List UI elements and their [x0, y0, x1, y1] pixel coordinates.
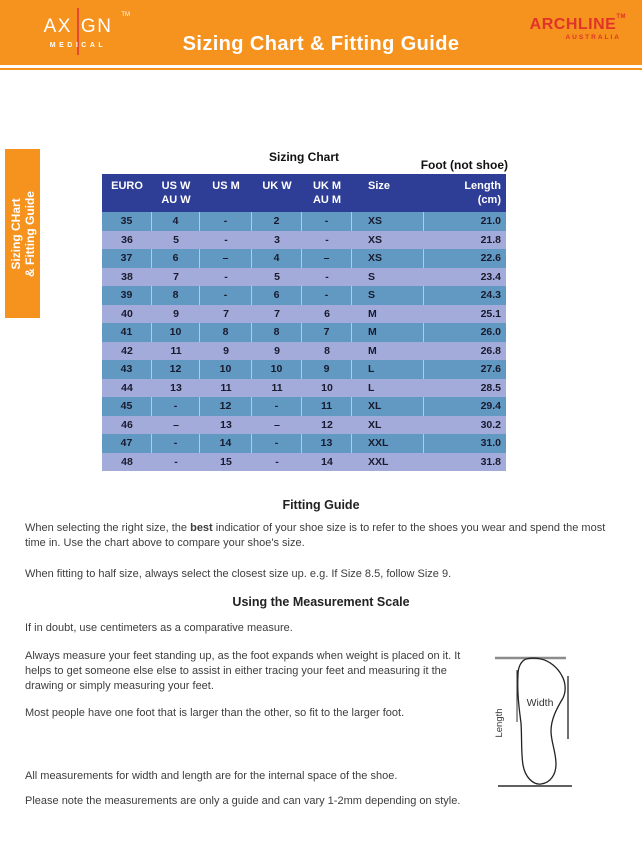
table-cell-uk-m: – — [302, 249, 352, 268]
table-cell-us-w: 5 — [173, 233, 179, 246]
column-header-size: Size — [368, 180, 391, 192]
foot-outline — [518, 658, 565, 784]
archline-wordmark — [530, 16, 626, 34]
table-cell-us-m: 12 — [200, 397, 252, 416]
table-cell-size: XXL — [368, 455, 389, 468]
table-cell-length: 26.0 — [480, 326, 501, 338]
axign-wordmark-right: GN — [80, 16, 113, 37]
table-cell-length: 21.8 — [480, 233, 501, 246]
table-cell-uk-w: 8 — [252, 323, 302, 342]
fitting-guide-heading: Fitting Guide — [282, 498, 360, 513]
table-cell-us-w: - — [174, 455, 178, 468]
table-header-row — [102, 174, 506, 212]
table-body — [102, 212, 506, 471]
table-cell-size: L — [368, 381, 375, 394]
side-tab-line2: & Fitting Guide — [22, 190, 37, 277]
table-cell-uk-w: - — [275, 455, 279, 468]
table-cell-us-w: 11 — [170, 344, 182, 357]
table-cell-size: XS — [352, 212, 424, 231]
table-cell-length: 26.8 — [480, 344, 501, 357]
table-cell-uk-m: 12 — [321, 418, 333, 431]
table-row — [102, 231, 506, 250]
measurement-paragraph-5: Please note the measurements are only a guide and can vary 1-2mm depending on style. — [25, 795, 461, 807]
table-cell-euro: 43 — [102, 360, 152, 379]
table-row — [102, 323, 506, 342]
fitting-paragraph-2: When fitting to half size, always select the closest size up. e.g. If Size 8.5, follow Size 9. — [25, 568, 452, 580]
table-cell-size: L — [352, 360, 424, 379]
measurement-paragraph-3: Most people have one foot that is larger than the other, so fit to the larger foot. — [25, 707, 405, 719]
fitting-paragraph-1-before: When selecting the right size, the — [25, 522, 191, 534]
column-header-uk-m: UK M AU M — [312, 180, 342, 206]
table-cell-us-w: - — [152, 434, 200, 453]
axign-trademark: TM — [121, 12, 130, 18]
table-cell-us-m: 7 — [223, 307, 229, 320]
axign-subtitle: MEDICAL — [49, 42, 107, 49]
table-cell-euro: 45 — [102, 397, 152, 416]
table-cell-us-m: – — [200, 249, 252, 268]
table-cell-length: 24.3 — [480, 289, 501, 301]
table-row — [102, 342, 506, 361]
table-cell-size: XXL — [352, 434, 424, 453]
table-cell-us-m: - — [224, 270, 228, 283]
table-cell-us-m: 15 — [220, 455, 232, 468]
measurement-paragraph-4: All measurements for width and length are for the internal space of the shoe. — [25, 770, 398, 782]
column-header-length: Length (cm) — [464, 180, 501, 206]
table-cell-size: XL — [368, 418, 382, 431]
table-cell-us-w: 6 — [152, 249, 200, 268]
table-row — [102, 397, 506, 416]
table-cell-uk-m: - — [302, 212, 352, 231]
table-cell-euro: 36 — [121, 233, 133, 246]
table-row — [102, 360, 506, 379]
table-cell-length: 31.8 — [480, 455, 501, 468]
table-cell-length: 28.5 — [480, 381, 501, 394]
table-row — [102, 453, 506, 472]
table-cell-length: 25.1 — [480, 307, 501, 320]
foot-not-shoe-note: Foot (not shoe) — [420, 158, 508, 172]
column-header-uk-w: UK W — [262, 180, 292, 192]
table-cell-uk-w: - — [252, 397, 302, 416]
archline-logo — [530, 16, 626, 41]
side-tab-line1: Sizing CHart — [8, 197, 23, 270]
table-cell-length: 31.0 — [480, 437, 501, 449]
column-header-euro: EURO — [111, 180, 143, 192]
table-cell-uk-m: - — [325, 233, 329, 246]
table-cell-uk-w: 4 — [252, 249, 302, 268]
table-cell-uk-w: 3 — [274, 233, 280, 246]
table-cell-uk-w: 9 — [274, 344, 280, 357]
table-cell-length: 27.6 — [480, 363, 501, 375]
table-cell-uk-w: - — [252, 434, 302, 453]
fitting-paragraph-1-bold: best — [190, 522, 213, 534]
archline-wordmark-text: ARCHLINE — [529, 16, 617, 33]
table-cell-length: 29.4 — [480, 400, 501, 412]
table-cell-size: M — [368, 344, 377, 357]
side-tab — [5, 149, 40, 318]
table-cell-us-m: - — [200, 212, 252, 231]
table-cell-uk-m: 13 — [302, 434, 352, 453]
table-cell-uk-m: 8 — [324, 344, 330, 357]
table-cell-size: S — [352, 286, 424, 305]
table-cell-us-w: 7 — [173, 270, 179, 283]
table-cell-us-w: 8 — [152, 286, 200, 305]
table-cell-length: 22.6 — [480, 252, 501, 264]
table-cell-us-w: 13 — [170, 381, 182, 394]
table-row — [102, 212, 506, 231]
measurement-scale-heading: Using the Measurement Scale — [232, 595, 410, 610]
measurement-paragraph-2: Always measure your feet standing up, as the foot expands when weight is placed on it. It helps to get someone else else to assist in either tracing your feet and measuring it the drawing or simply measuring your feet. — [25, 650, 461, 692]
header-banner — [0, 0, 642, 65]
table-cell-uk-w: 10 — [252, 360, 302, 379]
side-tab-label — [9, 149, 37, 318]
table-cell-length: 21.0 — [480, 215, 501, 227]
table-cell-us-m: 10 — [200, 360, 252, 379]
measurement-paragraph-1: If in doubt, use centimeters as a comparative measure. — [25, 622, 293, 634]
table-cell-size: XS — [352, 249, 424, 268]
table-cell-us-w: 4 — [152, 212, 200, 231]
header-divider-line — [0, 68, 642, 70]
table-cell-size: M — [368, 307, 377, 320]
table-cell-uk-m: 14 — [321, 455, 333, 468]
table-cell-euro: 44 — [121, 381, 133, 394]
table-cell-euro: 41 — [102, 323, 152, 342]
table-cell-us-m: 14 — [200, 434, 252, 453]
table-cell-uk-w: 2 — [252, 212, 302, 231]
table-cell-euro: 47 — [102, 434, 152, 453]
table-cell-euro: 35 — [102, 212, 152, 231]
table-cell-us-m: 11 — [220, 381, 232, 394]
table-row — [102, 286, 506, 305]
width-label: Width — [526, 697, 554, 709]
table-cell-euro: 40 — [121, 307, 133, 320]
table-cell-us-m: 8 — [200, 323, 252, 342]
table-cell-uk-w: 6 — [252, 286, 302, 305]
table-cell-us-w: – — [173, 418, 179, 431]
table-cell-uk-m: - — [302, 286, 352, 305]
archline-subtitle: AUSTRALIA — [565, 34, 621, 41]
column-header-us-m: US M — [212, 180, 240, 192]
table-row — [102, 379, 506, 398]
table-row — [102, 434, 506, 453]
sizing-table — [102, 174, 506, 471]
table-cell-uk-w: 5 — [274, 270, 280, 283]
table-cell-us-w: 10 — [152, 323, 200, 342]
table-row — [102, 249, 506, 268]
table-cell-euro: 37 — [102, 249, 152, 268]
archline-trademark: TM — [616, 14, 626, 20]
table-cell-us-w: - — [152, 397, 200, 416]
table-cell-uk-w: – — [274, 418, 280, 431]
table-cell-length: 30.2 — [480, 418, 501, 431]
table-cell-euro: 38 — [121, 270, 133, 283]
table-cell-uk-m: 10 — [321, 381, 333, 394]
table-cell-euro: 39 — [102, 286, 152, 305]
table-cell-size: XL — [352, 397, 424, 416]
table-cell-euro: 48 — [121, 455, 133, 468]
fitting-paragraph-1-after: indicatior of your shoe size is to refer to the shoes you wear and spend the most time in. Use the chart above to compare your shoe's size. — [25, 522, 606, 549]
table-cell-us-m: - — [224, 233, 228, 246]
table-row — [102, 268, 506, 287]
table-cell-us-m: 9 — [223, 344, 229, 357]
foot-measurement-diagram — [488, 646, 618, 811]
axign-wordmark-left: AX — [43, 16, 72, 37]
table-cell-uk-m: - — [325, 270, 329, 283]
column-header-us-w: US W AU W — [161, 180, 191, 206]
table-cell-us-w: 12 — [152, 360, 200, 379]
page-title: Sizing Chart & Fitting Guide — [182, 33, 460, 56]
table-cell-us-w: 9 — [173, 307, 179, 320]
table-cell-us-m: - — [200, 286, 252, 305]
table-cell-uk-m: 6 — [324, 307, 330, 320]
table-cell-size: XS — [368, 233, 383, 246]
table-cell-uk-w: 11 — [271, 381, 283, 394]
table-cell-uk-m: 7 — [302, 323, 352, 342]
table-cell-uk-w: 7 — [274, 307, 280, 320]
table-cell-uk-m: 9 — [302, 360, 352, 379]
table-cell-uk-m: 11 — [302, 397, 352, 416]
length-label: Length — [494, 708, 505, 738]
table-cell-euro: 42 — [121, 344, 133, 357]
sizing-chart-title: Sizing Chart — [268, 150, 339, 164]
fitting-paragraph-1 — [25, 521, 610, 551]
table-row — [102, 416, 506, 435]
table-cell-size: S — [368, 270, 376, 283]
table-row — [102, 305, 506, 324]
table-cell-euro: 46 — [121, 418, 133, 431]
table-cell-length: 23.4 — [480, 270, 501, 283]
table-cell-us-m: 13 — [220, 418, 232, 431]
table-cell-size: M — [352, 323, 424, 342]
